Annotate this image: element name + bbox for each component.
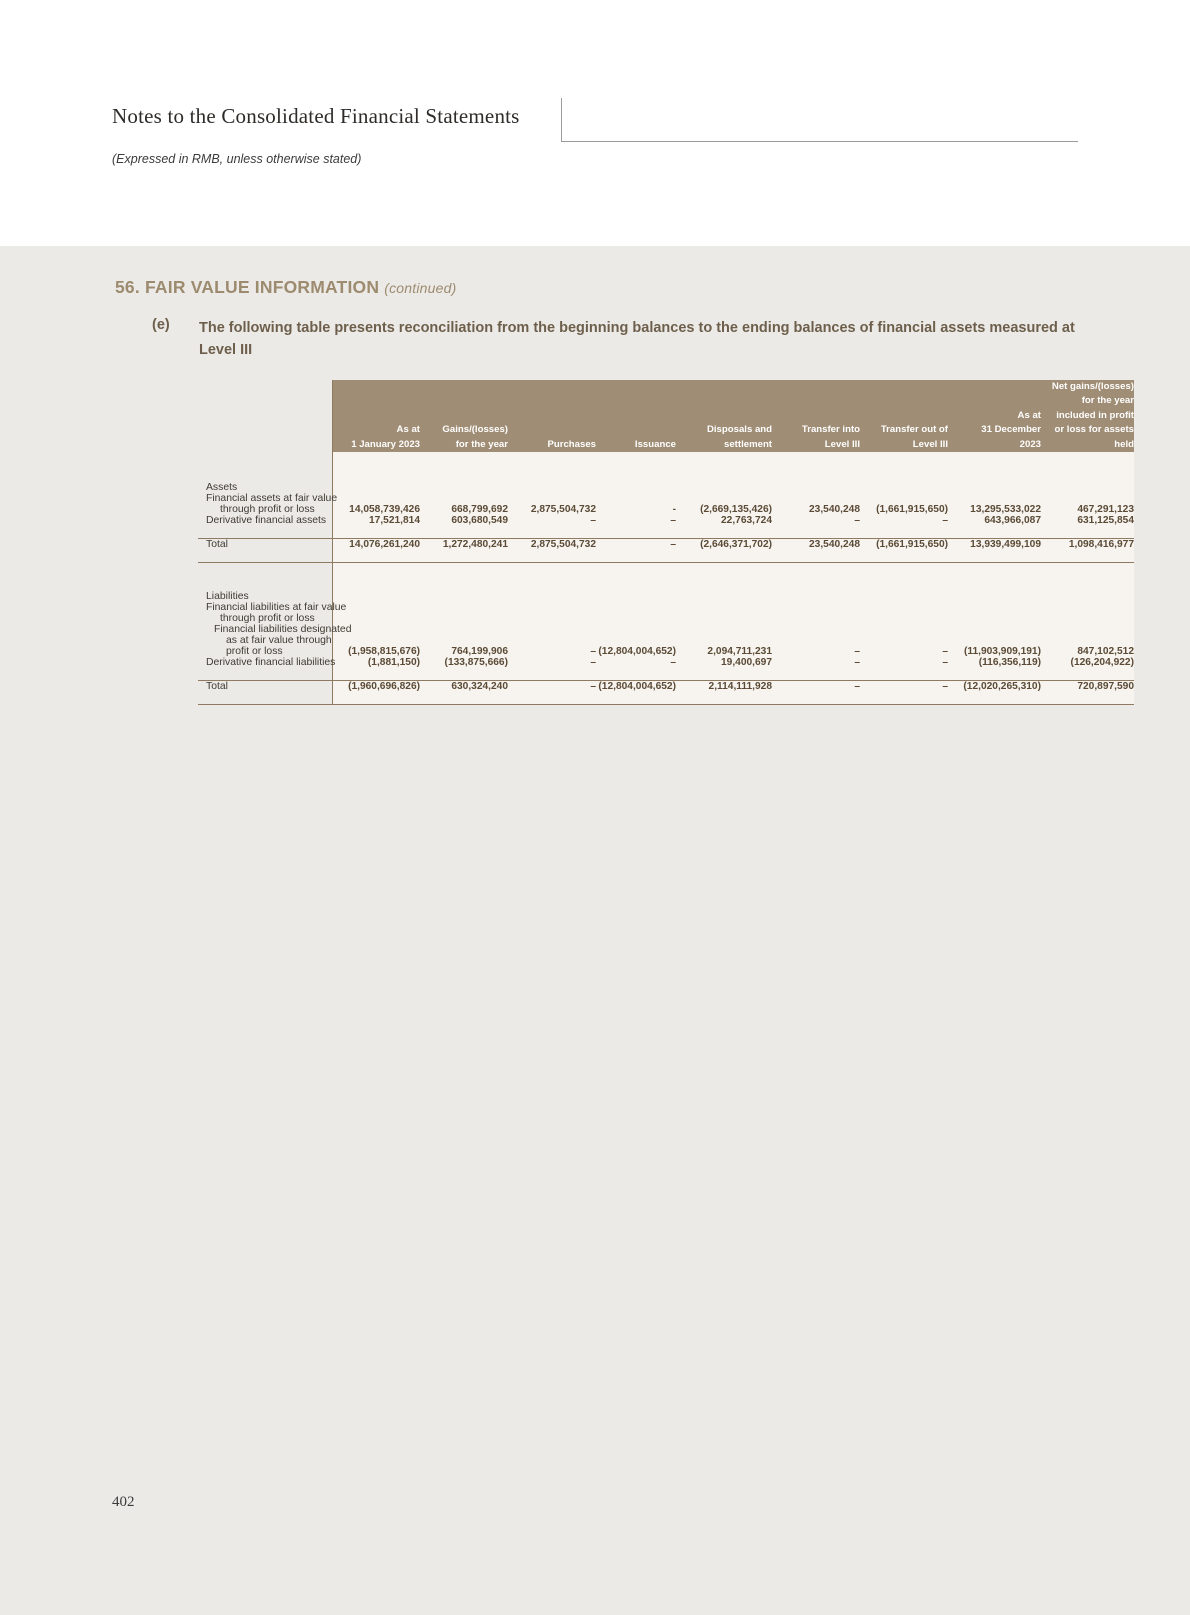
table-cell [860,613,948,624]
table-cell: – [596,515,676,526]
section-text: The following table presents reconciliation from the beginning balances to the ending balances of financial assets measured at Level III [199,320,1075,359]
table-cell [676,602,772,613]
spacer-cell [596,562,676,591]
table-cell: 22,763,724 [676,515,772,526]
table-cell [332,591,420,602]
table-cell: – [508,680,596,692]
table-cell [596,482,676,493]
spacer-cell [198,526,332,539]
table-row [198,613,1134,624]
table-cell: (11,903,909,191) [948,646,1041,657]
table-cell [860,591,948,602]
table-cell [676,624,772,635]
header-divider-horizontal [561,141,1078,142]
table-cell [332,613,420,624]
table-cell [420,591,508,602]
table-row [198,657,1134,668]
table-cell [596,635,676,646]
table-cell [860,493,948,504]
table-row [198,538,1134,550]
spacer-cell [676,668,772,681]
table-row [198,504,1134,515]
table-cell: 2,114,111,928 [676,680,772,692]
table-cell [676,635,772,646]
table-cell [860,482,948,493]
row-label: as at fair value through [226,634,332,646]
table-cell [772,635,860,646]
table-cell: 2,875,504,732 [508,504,596,515]
table-cell [420,493,508,504]
table-column-header: Transfer out of Level III [860,380,948,452]
table-cell [948,613,1041,624]
table-cell: 2,875,504,732 [508,538,596,550]
table-cell: (116,356,119) [948,657,1041,668]
spacer-cell [860,668,948,681]
table-cell [596,493,676,504]
spacer-cell [198,668,332,681]
table-cell [772,613,860,624]
table-cell [1041,635,1134,646]
spacer-cell [860,452,948,482]
table-row [198,646,1134,657]
table-cell: (1,661,915,650) [860,504,948,515]
table-row [198,680,1134,692]
table-cell: 1,272,480,241 [420,538,508,550]
spacer-cell [332,668,420,681]
table-cell: – [772,646,860,657]
spacer-cell [860,562,948,591]
spacer-cell [508,550,596,563]
note-heading [115,277,456,298]
table-cell [948,624,1041,635]
spacer-cell [508,452,596,482]
spacer-cell [332,562,420,591]
table-spacer-row [198,668,1134,681]
table-cell [508,602,596,613]
spacer-cell [948,562,1041,591]
spacer-cell [198,692,332,705]
spacer-cell [1041,692,1134,705]
spacer-cell [420,550,508,563]
fair-value-table-wrapper [198,380,1134,705]
table-cell [508,482,596,493]
row-label: Financial liabilities designated [214,623,352,635]
spacer-cell [508,526,596,539]
table-cell: 14,058,739,426 [332,504,420,515]
row-label: Total [198,538,332,550]
table-cell: – [772,657,860,668]
table-cell [508,613,596,624]
table-header [198,380,1134,452]
table-cell: 467,291,123 [1041,504,1134,515]
note-continued: (continued) [384,280,457,296]
table-spacer-row [198,550,1134,563]
table-column-header: Transfer into Level III [772,380,860,452]
table-cell [1041,624,1134,635]
table-row [198,624,1134,635]
table-cell: 668,799,692 [420,504,508,515]
spacer-cell [596,550,676,563]
table-cell [772,602,860,613]
spacer-cell [332,692,420,705]
table-cell: 764,199,906 [420,646,508,657]
spacer-cell [860,526,948,539]
spacer-cell [198,452,332,482]
table-cell: (2,669,135,426) [676,504,772,515]
table-cell: 720,897,590 [1041,680,1134,692]
table-cell [676,591,772,602]
spacer-cell [948,550,1041,563]
row-label: through profit or loss [220,612,315,624]
table-cell [1041,613,1134,624]
spacer-cell [1041,526,1134,539]
table-cell: (1,881,150) [332,657,420,668]
table-cell: 17,521,814 [332,515,420,526]
note-number: 56. [115,277,140,297]
page-title: Notes to the Consolidated Financial Statements [112,104,520,128]
spacer-cell [948,692,1041,705]
row-label: through profit or loss [220,503,315,515]
page-number: 402 [112,1494,135,1510]
table-spacer-row [198,692,1134,705]
table-cell [772,482,860,493]
table-spacer-row [198,562,1134,591]
spacer-cell [772,526,860,539]
spacer-cell [772,562,860,591]
table-cell [1041,602,1134,613]
table-cell: (1,960,696,826) [332,680,420,692]
table-cell [676,493,772,504]
spacer-cell [860,692,948,705]
section-label: (e) [152,317,170,333]
table-cell: – [860,680,948,692]
spacer-cell [1041,562,1134,591]
table-cell: 13,295,533,022 [948,504,1041,515]
table-cell: (133,875,666) [420,657,508,668]
header-divider-vertical [561,98,562,142]
table-cell: – [508,657,596,668]
table-row [198,635,1134,646]
spacer-cell [332,452,420,482]
table-row [198,515,1134,526]
table-cell [596,613,676,624]
spacer-cell [508,692,596,705]
spacer-cell [596,526,676,539]
table-cell [772,624,860,635]
table-cell [772,493,860,504]
spacer-cell [1041,550,1134,563]
note-title: FAIR VALUE INFORMATION [145,277,380,297]
table-cell [596,624,676,635]
header-subtitle: (Expressed in RMB, unless otherwise stated) [112,152,362,166]
spacer-cell [948,668,1041,681]
spacer-cell [596,668,676,681]
table-column-header: As at 31 December 2023 [948,380,1041,452]
row-label: Liabilities [206,590,249,602]
table-cell [860,635,948,646]
header-corner-cell [198,380,332,452]
table-cell: 631,125,854 [1041,515,1134,526]
row-label: Derivative financial assets [206,514,327,526]
table-cell: - [596,504,676,515]
spacer-cell [332,550,420,563]
spacer-cell [596,452,676,482]
table-header-row [198,380,1134,452]
table-cell: – [508,515,596,526]
spacer-cell [1041,668,1134,681]
table-body [198,452,1134,705]
row-label: Financial assets at fair value [206,492,338,504]
table-row [198,493,1134,504]
spacer-cell [676,452,772,482]
table-cell [508,591,596,602]
table-row [198,602,1134,613]
table-cell: 2,094,711,231 [676,646,772,657]
spacer-cell [772,668,860,681]
spacer-cell [508,668,596,681]
spacer-cell [676,562,772,591]
spacer-cell [596,692,676,705]
table-cell [1041,482,1134,493]
table-cell: (1,661,915,650) [860,538,948,550]
table-cell: 847,102,512 [1041,646,1134,657]
table-cell [508,635,596,646]
table-cell [332,635,420,646]
spacer-cell [198,562,332,591]
table-cell: 13,939,499,109 [948,538,1041,550]
table-cell [420,624,508,635]
row-label: Total [198,680,332,692]
spacer-cell [948,452,1041,482]
table-cell: – [860,646,948,657]
row-label: Assets [206,481,238,493]
spacer-cell [420,692,508,705]
spacer-cell [676,550,772,563]
table-column-header: Issuance [596,380,676,452]
row-label: Financial liabilities at fair value [206,601,347,613]
table-cell [676,482,772,493]
table-cell [948,602,1041,613]
table-spacer-row [198,526,1134,539]
table-cell: – [860,515,948,526]
table-cell: – [860,657,948,668]
table-cell [948,482,1041,493]
table-column-header: Net gains/(losses) for the year included in profit or loss for assets held [1041,380,1134,452]
table-column-header: Disposals and settlement [676,380,772,452]
table-spacer-row [198,452,1134,482]
table-row [198,591,1134,602]
table-cell [948,591,1041,602]
spacer-cell [948,526,1041,539]
table-cell [860,624,948,635]
spacer-cell [772,550,860,563]
table-cell: 643,966,087 [948,515,1041,526]
table-cell: 1,098,416,977 [1041,538,1134,550]
spacer-cell [332,526,420,539]
table-cell: – [508,646,596,657]
table-cell [332,482,420,493]
table-cell: (126,204,922) [1041,657,1134,668]
spacer-cell [860,550,948,563]
table-column-header: Gains/(losses) for the year [420,380,508,452]
table-cell: (12,804,004,652) [596,646,676,657]
spacer-cell [676,526,772,539]
table-cell: (12,804,004,652) [596,680,676,692]
table-cell [948,493,1041,504]
spacer-cell [772,692,860,705]
table-cell: (2,646,371,702) [676,538,772,550]
spacer-cell [508,562,596,591]
table-cell: 23,540,248 [772,538,860,550]
table-cell [508,624,596,635]
table-cell [420,482,508,493]
table-cell: 19,400,697 [676,657,772,668]
spacer-cell [676,692,772,705]
table-cell: 603,680,549 [420,515,508,526]
table-cell [1041,493,1134,504]
table-cell: – [596,657,676,668]
table-cell: (1,958,815,676) [332,646,420,657]
table-cell: 14,076,261,240 [332,538,420,550]
table-column-header: As at 1 January 2023 [332,380,420,452]
table-cell [596,602,676,613]
spacer-cell [420,668,508,681]
spacer-cell [1041,452,1134,482]
table-cell [420,602,508,613]
table-cell: – [772,515,860,526]
row-label: profit or loss [226,645,283,657]
table-row [198,482,1134,493]
table-cell [332,493,420,504]
table-cell: – [596,538,676,550]
table-cell: (12,020,265,310) [948,680,1041,692]
table-cell [420,635,508,646]
spacer-cell [420,562,508,591]
table-cell [420,613,508,624]
table-column-header: Purchases [508,380,596,452]
fair-value-table [198,380,1134,705]
spacer-cell [772,452,860,482]
spacer-cell [420,526,508,539]
row-label: Derivative financial liabilities [206,656,336,668]
spacer-cell [420,452,508,482]
table-cell [676,613,772,624]
table-cell [948,635,1041,646]
page-body [0,246,1190,1615]
page-header [0,0,1190,246]
spacer-cell [198,550,332,563]
table-cell [860,602,948,613]
table-cell [772,591,860,602]
table-cell: 23,540,248 [772,504,860,515]
table-cell [596,591,676,602]
table-cell: – [772,680,860,692]
table-cell: 630,324,240 [420,680,508,692]
table-cell [508,493,596,504]
table-cell [1041,591,1134,602]
